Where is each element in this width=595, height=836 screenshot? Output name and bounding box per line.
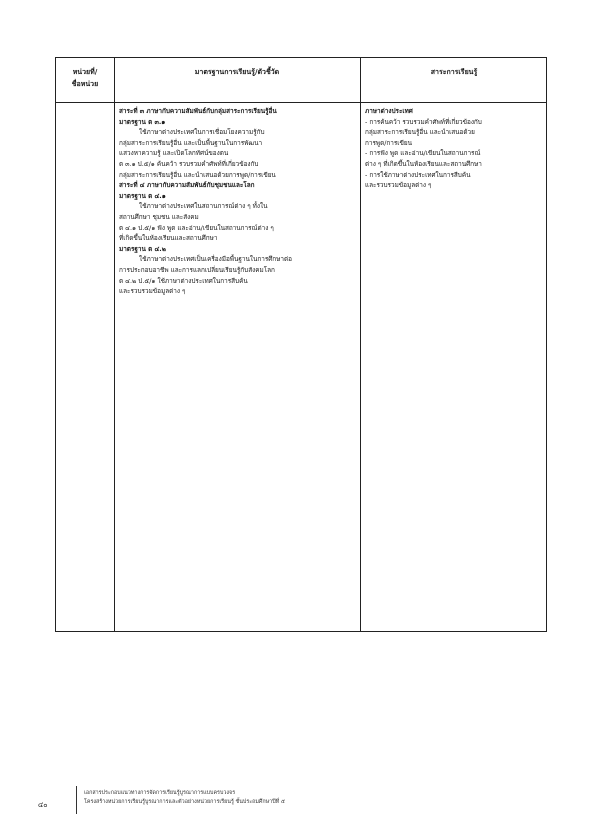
- standard-text: ใช้ภาษาต่างประเทศในสถานการณ์ต่าง ๆ ทั้งใน: [139, 202, 268, 211]
- footer-divider: [76, 786, 77, 814]
- curriculum-table: [55, 57, 547, 632]
- content-item: และรวบรวมข้อมูลต่าง ๆ: [365, 181, 432, 190]
- indicator-text: ต ๓.๑ ป.๕/๑ ค้นคว้า รวบรวมคำศัพท์ที่เกี่ยวข้องกับ: [119, 159, 259, 168]
- content-item: - การใช้ภาษาต่างประเทศในการสืบค้น: [365, 170, 471, 179]
- standard-code: มาตรฐาน ต ๔.๑: [119, 191, 166, 200]
- footer-line: โครงสร้างหน่วยการเรียนรู้บูรณาการและตัวอย่างหน่วยการเรียนรู้ ชั้นประถมศึกษาปีที่ ๕: [84, 799, 285, 805]
- standard-text: สถานศึกษา ชุมชน และสังคม: [119, 212, 199, 221]
- content-cell: [365, 106, 545, 191]
- header-content-label: สาระการเรียนรู้: [430, 68, 478, 76]
- page-number: ๔๐: [38, 801, 48, 809]
- standard-text: แสวงหาความรู้ และเปิดโลกทัศน์ของตน: [119, 149, 229, 158]
- indicator-text: ต ๔.๒ ป.๕/๑ ใช้ภาษาต่างประเทศในการสืบค้น: [119, 276, 248, 285]
- column-divider: [114, 58, 115, 631]
- header-unit: [56, 58, 114, 110]
- content-item: - การฟัง พูด และอ่าน/เขียนในสถานการณ์: [365, 149, 481, 158]
- header-standards-label: มาตรฐานการเรียนรู้/ตัวชี้วัด: [194, 68, 280, 76]
- standard-code: มาตรฐาน ต ๓.๑: [119, 117, 166, 126]
- content-item: การพูด/การเขียน: [365, 138, 412, 147]
- indicator-text: ที่เกิดขึ้นในห้องเรียนและสถานศึกษา: [119, 234, 218, 243]
- content-heading: ภาษาต่างประเทศ: [365, 107, 413, 115]
- header-standards: [114, 58, 360, 110]
- content-item: - การค้นคว้า รวบรวมคำศัพท์ที่เกี่ยวข้องกับ: [365, 117, 482, 126]
- indicator-text: และรวบรวมข้อมูลต่าง ๆ: [119, 287, 186, 296]
- footer-line: เอกสารประกอบแนวทางการจัดการเรียนรู้บูรณาการแบบครบวงจร: [84, 790, 236, 796]
- content-item: ต่าง ๆ ที่เกิดขึ้นในห้องเรียนและสถานศึกษา: [365, 159, 482, 168]
- standard-code: มาตรฐาน ต ๔.๒: [119, 244, 166, 253]
- indicator-text: กลุ่มสาระการเรียนรู้อื่น และนำเสนอด้วยการพูด/การเขียน: [119, 170, 276, 179]
- standard-text: การประกอบอาชีพ และการแลกเปลี่ยนเรียนรู้กับสังคมโลก: [119, 265, 275, 274]
- standard-text: ใช้ภาษาต่างประเทศในการเชื่อมโยงความรู้กับ: [139, 128, 265, 137]
- strand-heading: สาระที่ ๓ ภาษากับความสัมพันธ์กับกลุ่มสาระการเรียนรู้อื่น: [119, 107, 277, 115]
- standard-text: ใช้ภาษาต่างประเทศเป็นเครื่องมือพื้นฐานในการศึกษาต่อ: [139, 255, 292, 264]
- footer-caption: [84, 789, 285, 807]
- header-unit-line: หน่วยที่/: [72, 68, 98, 76]
- standard-text: กลุ่มสาระการเรียนรู้อื่น และเป็นพื้นฐานในการพัฒนา: [119, 138, 263, 147]
- indicator-text: ต ๔.๑ ป.๕/๑ ฟัง พูด และอ่าน/เขียนในสถานการณ์ต่าง ๆ: [119, 223, 274, 232]
- strand-heading: สาระที่ ๔ ภาษากับความสัมพันธ์กับชุมชนและโลก: [119, 181, 255, 190]
- header-unit-line: ชื่อหน่วย: [71, 80, 99, 88]
- standards-cell: [119, 106, 357, 297]
- content-item: กลุ่มสาระการเรียนรู้อื่น และนำเสนอด้วย: [365, 128, 475, 137]
- column-divider: [360, 58, 361, 631]
- header-content: [360, 58, 548, 110]
